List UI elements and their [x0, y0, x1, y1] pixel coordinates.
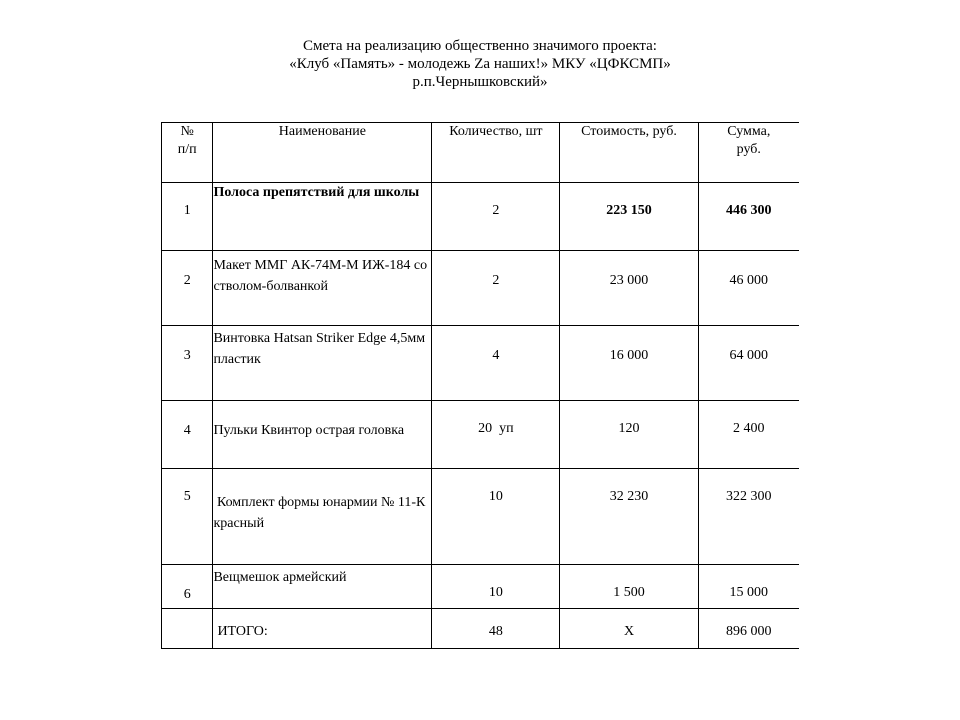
cell-num [162, 609, 213, 649]
total-label: ИТОГО: [213, 609, 432, 649]
cell-name: Полоса препятствий для школы [213, 183, 432, 251]
cell-cost: 32 230 [560, 469, 698, 565]
cell-sum: 446 300 [698, 183, 799, 251]
header-name: Наименование [213, 123, 432, 183]
table-row [162, 326, 800, 401]
cell-sum: 46 000 [698, 251, 799, 326]
cell-name: Макет ММГ АК-74М-М ИЖ-184 со стволом-болванкой [213, 251, 432, 326]
cell-cost: 223 150 [560, 183, 698, 251]
cell-name: Винтовка Hatsan Striker Edge 4,5мм пластик [213, 326, 432, 401]
cell-qty: 2 [432, 251, 560, 326]
cell-sum: 322 300 [698, 469, 799, 565]
header-qty: Количество, шт [432, 123, 560, 183]
budget-table [161, 122, 799, 649]
document-title [0, 37, 960, 91]
total-sum: 896 000 [698, 609, 799, 649]
cell-num: 5 [162, 469, 213, 565]
table-row [162, 469, 800, 565]
table-total-row [162, 609, 800, 649]
header-sum: Сумма, руб. [698, 123, 799, 183]
total-cost: Х [560, 609, 698, 649]
header-num: № п/п [162, 123, 213, 183]
title-line-1: Смета на реализацию общественно значимого проекта: [303, 38, 657, 54]
table-header-row [162, 123, 800, 183]
cell-num: 6 [162, 565, 213, 609]
table-row [162, 401, 800, 469]
cell-cost: 16 000 [560, 326, 698, 401]
table-row [162, 251, 800, 326]
cell-qty: 10 [432, 469, 560, 565]
cell-sum: 15 000 [698, 565, 799, 609]
cell-num: 2 [162, 251, 213, 326]
cell-qty: 10 [432, 565, 560, 609]
cell-cost: 1 500 [560, 565, 698, 609]
cell-qty: 20 уп [432, 401, 560, 469]
cell-num: 1 [162, 183, 213, 251]
table-row [162, 183, 800, 251]
table-row [162, 565, 800, 609]
title-line-2: «Клуб «Память» - молодежь Zа наших!» МКУ «ЦФКСМП» [289, 56, 671, 72]
cell-name: Пульки Квинтор острая головка [213, 401, 432, 469]
cell-qty: 2 [432, 183, 560, 251]
cell-num: 3 [162, 326, 213, 401]
cell-cost: 120 [560, 401, 698, 469]
cell-cost: 23 000 [560, 251, 698, 326]
header-cost: Стоимость, руб. [560, 123, 698, 183]
cell-qty: 4 [432, 326, 560, 401]
cell-sum: 2 400 [698, 401, 799, 469]
cell-name: Вещмешок армейский [213, 565, 432, 609]
cell-num: 4 [162, 401, 213, 469]
title-line-3: р.п.Чернышковский» [412, 74, 548, 90]
total-qty: 48 [432, 609, 560, 649]
cell-sum: 64 000 [698, 326, 799, 401]
cell-name: Комплект формы юнармии № 11-К красный [213, 469, 432, 565]
